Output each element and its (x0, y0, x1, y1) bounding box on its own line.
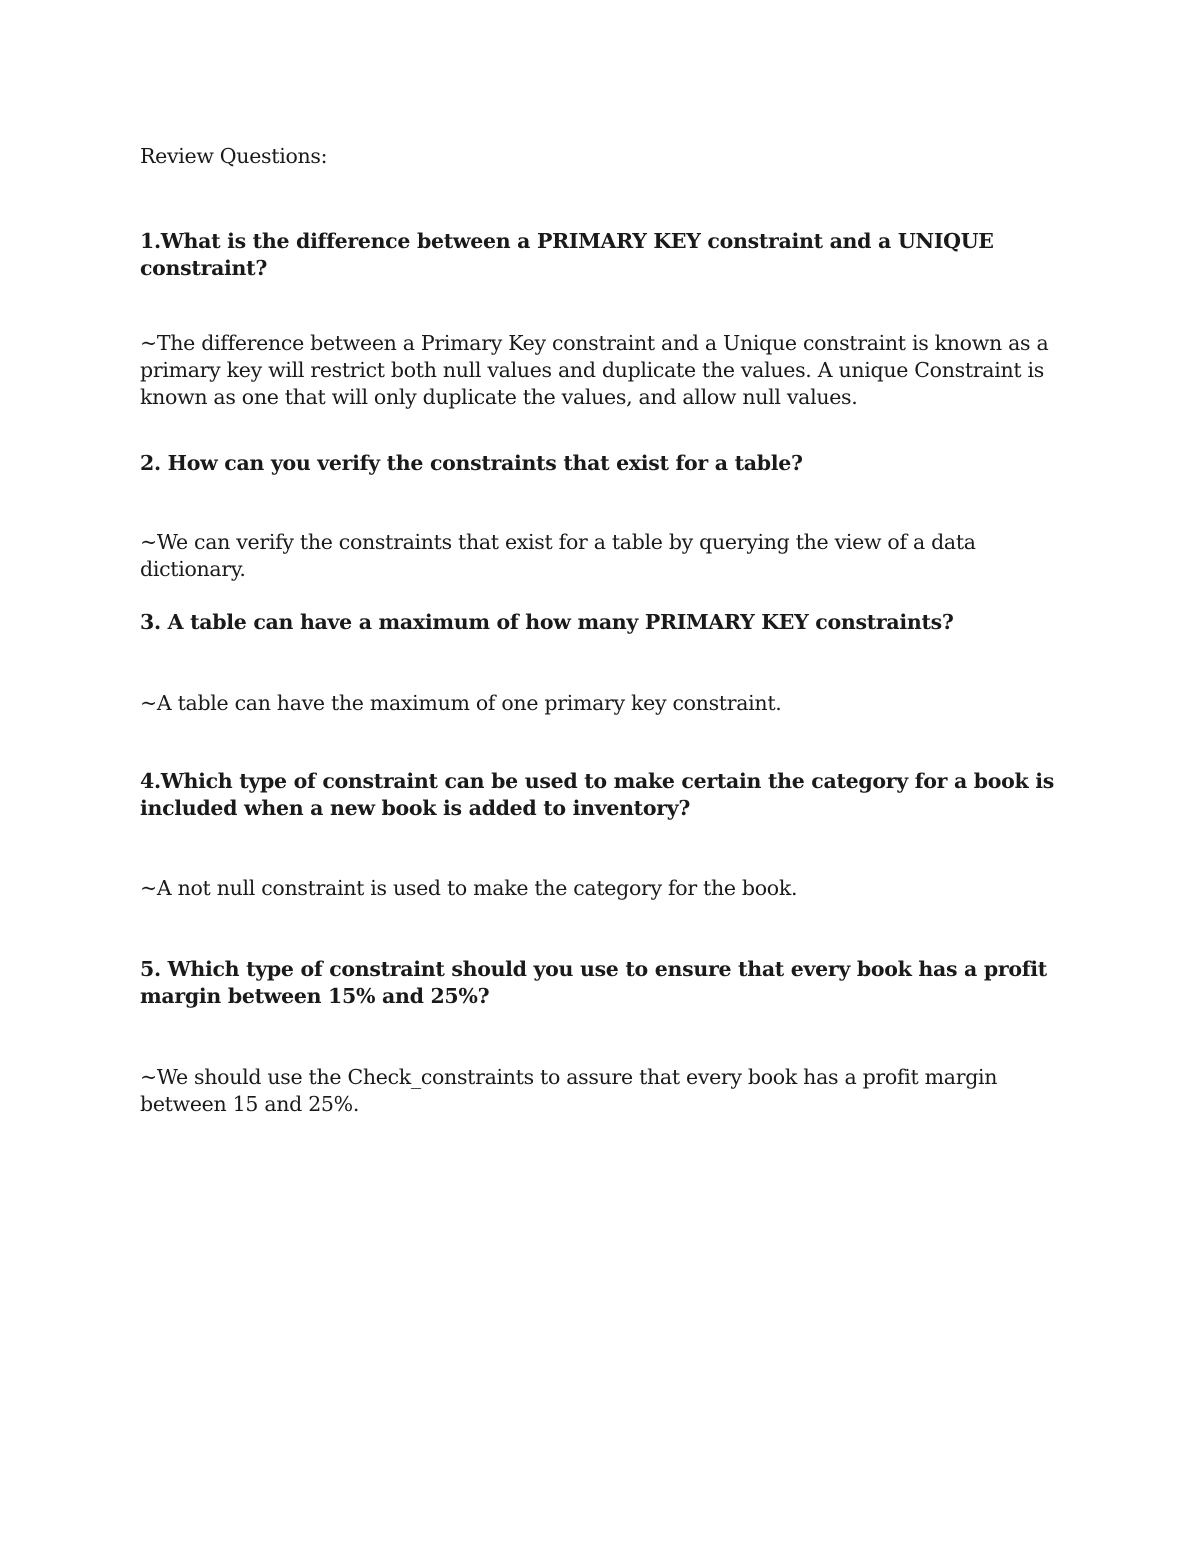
answer-4: ~A not null constraint is used to make the category for the book. (140, 876, 798, 900)
question-1: 1.What is the difference between a PRIMARY KEY constraint and a UNIQUE constraint? (140, 229, 994, 280)
answer-5: ~We should use the Check_constraints to assure that every book has a profit margin between 15 and 25%. (140, 1065, 998, 1116)
question-3: 3. A table can have a maximum of how many PRIMARY KEY constraints? (140, 610, 954, 634)
question-5: 5. Which type of constraint should you use to ensure that every book has a profit margin between 15% and 25%? (140, 957, 1047, 1008)
answer-1: ~The difference between a Primary Key constraint and a Unique constraint is known as a primary key will restrict both null values and duplicate the values. A unique Constraint is known as one that will only duplicate the values, and allow null values. (140, 331, 1049, 409)
answer-3: ~A table can have the maximum of one primary key constraint. (140, 691, 782, 715)
document-heading: Review Questions: (140, 144, 328, 168)
question-4: 4.Which type of constraint can be used to make certain the category for a book is included when a new book is added to inventory? (140, 769, 1055, 820)
answer-2: ~We can verify the constraints that exist for a table by querying the view of a data dictionary. (140, 530, 976, 581)
question-2: 2. How can you verify the constraints that exist for a table? (140, 451, 803, 475)
